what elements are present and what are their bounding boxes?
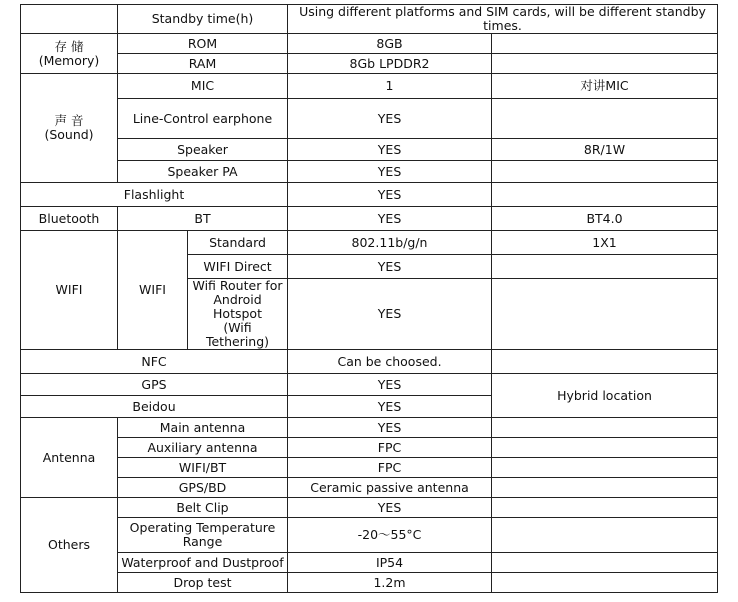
temp-label-line1: Operating Temperature (129, 520, 276, 535)
rom-label: ROM (118, 34, 288, 54)
sound-group (21, 74, 118, 183)
speaker-value: YES (288, 139, 492, 161)
wifi-router-line3: Hotspot (213, 306, 262, 321)
wifi-subgroup: WIFI (118, 231, 188, 350)
sound-group-en: (Sound) (44, 127, 94, 142)
gpsbd-antenna-note (492, 478, 718, 498)
standby-value: Using different platforms and SIM cards, will be different standby times. (288, 5, 718, 34)
table-row (21, 139, 718, 161)
mic-note: 对讲MIC (492, 74, 718, 99)
table-row (21, 34, 718, 54)
wifi-group: WIFI (21, 231, 118, 350)
main-antenna-note (492, 418, 718, 438)
belt-clip-value: YES (288, 498, 492, 518)
temp-value: -20～55°C (288, 518, 492, 553)
table-row (21, 573, 718, 593)
drop-test-label: Drop test (118, 573, 288, 593)
table-row (21, 350, 718, 374)
drop-test-value: 1.2m (288, 573, 492, 593)
wifi-standard-label: Standard (188, 231, 288, 255)
wifibt-antenna-label: WIFI/BT (118, 458, 288, 478)
table-row (21, 458, 718, 478)
others-group: Others (21, 498, 118, 593)
wifi-standard-note: 1X1 (492, 231, 718, 255)
wifi-router-line2: Android (213, 292, 262, 307)
wifi-router-line4: (Wifi Tethering) (205, 320, 270, 349)
sound-group-cn: 声 音 (54, 113, 84, 128)
aux-antenna-note (492, 438, 718, 458)
ram-label: RAM (118, 54, 288, 74)
wifibt-antenna-note (492, 458, 718, 478)
standby-label: Standby time(h) (118, 5, 288, 34)
belt-clip-label: Belt Clip (118, 498, 288, 518)
flashlight-value: YES (288, 183, 492, 207)
rom-note (492, 34, 718, 54)
wifi-router-label (188, 279, 288, 350)
table-row (21, 54, 718, 74)
mic-label: MIC (118, 74, 288, 99)
table-row (21, 374, 718, 396)
table-row (21, 438, 718, 458)
gpsbd-antenna-value: Ceramic passive antenna (288, 478, 492, 498)
wifi-direct-label: WIFI Direct (188, 255, 288, 279)
flashlight-note (492, 183, 718, 207)
aux-antenna-value: FPC (288, 438, 492, 458)
gps-value: YES (288, 374, 492, 396)
speaker-pa-note (492, 161, 718, 183)
table-row (21, 99, 718, 139)
temp-note (492, 518, 718, 553)
wifibt-antenna-value: FPC (288, 458, 492, 478)
table-row (21, 161, 718, 183)
gpsbd-antenna-label: GPS/BD (118, 478, 288, 498)
speaker-label: Speaker (118, 139, 288, 161)
nfc-value: Can be choosed. (288, 350, 492, 374)
memory-group-cn: 存 储 (54, 38, 84, 54)
belt-clip-note (492, 498, 718, 518)
temp-label-line2: Range (182, 534, 223, 549)
location-note: Hybrid location (492, 374, 718, 418)
waterproof-label: Waterproof and Dustproof (118, 553, 288, 573)
waterproof-note (492, 553, 718, 573)
memory-group-en: (Memory) (38, 52, 100, 68)
drop-test-note (492, 573, 718, 593)
wifi-router-value: YES (288, 279, 492, 350)
wifi-direct-value: YES (288, 255, 492, 279)
wifi-router-note (492, 279, 718, 350)
table-row (21, 207, 718, 231)
blank-cell (21, 5, 118, 34)
waterproof-value: IP54 (288, 553, 492, 573)
table-row (21, 183, 718, 207)
mic-value: 1 (288, 74, 492, 99)
ram-value: 8Gb LPDDR2 (288, 54, 492, 74)
bt-label: BT (118, 207, 288, 231)
speaker-pa-label: Speaker PA (118, 161, 288, 183)
table-row (21, 498, 718, 518)
beidou-label: Beidou (21, 396, 288, 418)
table-row (21, 74, 718, 99)
bt-value: YES (288, 207, 492, 231)
wifi-router-line1: Wifi Router for (192, 278, 283, 293)
table-row (21, 418, 718, 438)
beidou-value: YES (288, 396, 492, 418)
wifi-direct-note (492, 255, 718, 279)
rom-value: 8GB (288, 34, 492, 54)
gps-label: GPS (21, 374, 288, 396)
main-antenna-value: YES (288, 418, 492, 438)
earphone-label: Line-Control earphone (118, 99, 288, 139)
earphone-value: YES (288, 99, 492, 139)
earphone-note (492, 99, 718, 139)
antenna-group: Antenna (21, 418, 118, 498)
speaker-note: 8R/1W (492, 139, 718, 161)
speaker-pa-value: YES (288, 161, 492, 183)
temp-label (118, 518, 288, 553)
flashlight-label: Flashlight (21, 183, 288, 207)
ram-note (492, 54, 718, 74)
table-row (21, 553, 718, 573)
table-row (21, 518, 718, 553)
main-antenna-label: Main antenna (118, 418, 288, 438)
table-row (21, 5, 718, 34)
memory-group (21, 34, 118, 74)
nfc-note (492, 350, 718, 374)
aux-antenna-label: Auxiliary antenna (118, 438, 288, 458)
bt-note: BT4.0 (492, 207, 718, 231)
bluetooth-group: Bluetooth (21, 207, 118, 231)
spec-table (20, 4, 718, 593)
wifi-standard-value: 802.11b/g/n (288, 231, 492, 255)
nfc-label: NFC (21, 350, 288, 374)
table-row (21, 478, 718, 498)
table-row (21, 231, 718, 255)
